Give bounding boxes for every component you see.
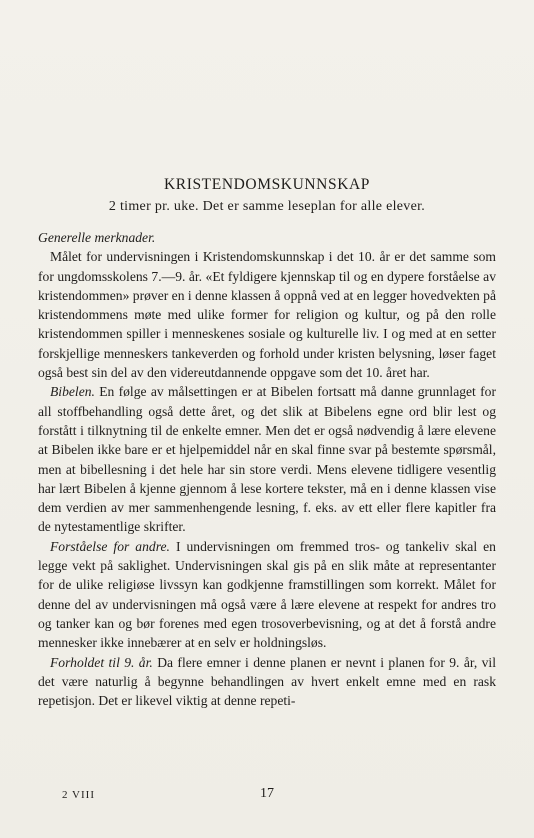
paragraph-text: En følge av målsettingen er at Bibelen fortsatt må danne grunnlaget for all stoffbehandling også dette året, og det slik at Bibelens egne ord blir lest og forstått i tilknytning til de enkelte emner. Men det er også nødvendig å lære elevene at Bibelen ikke bare er et hjelpemiddel når en skal finne svar på bestemte spørsmål, men at bibellesning i det hele har sin store verdi. Mens elevene tidligere vesentlig har lært Bibelen å kjenne gjennom å lese kortere tekster, må en i denne klassen vise dem verdien av mer sammenhengende lesning, f. eks. av ett eller flere kapitler fra de nytestamentlige skrifter.	[38, 384, 496, 535]
paragraph-relation	[38, 653, 496, 711]
section-heading: Bibelen.	[50, 384, 95, 400]
paragraph-text: Målet for undervisningen i Kristendomskunnskap i det 10. år er det samme som for ungdomsskolens 7.—9. år. «Et fyldigere kjennskap til og en dypere forståelse av kristendommen» prøver en i denne klassen å oppnå ved at en legger hovedvekten på kristendommens møte med ulike former for religion og kultur, og på den rolle kristendommen spiller i menneskenes sosiale og kulturelle liv. I og med at en setter forskjellige menneskers tankeverden og forhold under kristen belysning, løser faget også best sin del av den videreutdannende oppgave som det 10. året har.	[38, 249, 496, 381]
section-heading: Forholdet til 9. år.	[50, 654, 153, 670]
paragraph-goal	[38, 247, 496, 382]
page-footer	[0, 786, 534, 806]
page-title: KRISTENDOMSKUNNSKAP	[163, 176, 371, 193]
signature-mark: 2 VIII	[62, 789, 95, 801]
page-subtitle: 2 timer pr. uke. Det er samme leseplan for alle elever.	[108, 199, 426, 214]
section-heading: Generelle merknader.	[38, 230, 156, 245]
paragraph-understanding	[38, 537, 496, 653]
section-heading-general	[38, 228, 496, 247]
paragraph-text: I undervisningen om fremmed tros- og tankeliv skal en legge vekt på saklighet. Undervisningen skal gis på en slik måte at representanter for de ulike religiøse livssyn kan godkjenne framstillingen som korrekt. Målet for denne del av undervisningen må også være å lære elevene at respekt for andres tro og tanker kan og bør forenes med egen trosoverbevisning, og at det å forstå andre mennesker ikke innebærer at en selv er holdningsløs.	[38, 538, 496, 651]
section-heading: Forståelse for andre.	[50, 538, 170, 554]
paragraph-bible	[38, 382, 496, 536]
body-text	[38, 228, 496, 710]
paragraph-text: Da flere emner i denne planen er nevnt i planen for 9. år, vil det være naturlig å begynne behandlingen av hvert enkelt emne med en rask repetisjon. Det er likevel viktig at denne repeti-	[38, 654, 496, 709]
page-number: 17	[260, 786, 274, 801]
